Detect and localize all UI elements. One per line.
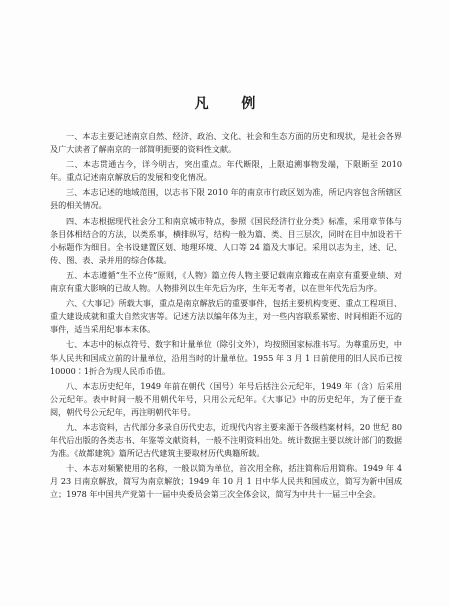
paragraph-4: 四、本志根据现代社会分工和南京城市特点，参照《国民经济行业分类》标准，采用章节体与条目体相结合的方法，以类系事，横排纵写，结构一般为篇、类、目三层次，同时在目中加设若干小标题作为细目。全书设建置区划、地理环境、人口等 24 篇及大事记。采用以志为主，述、记、传、图、表、录并用的综合体裁。 [50, 215, 402, 265]
document-body [50, 130, 402, 504]
paragraph-6: 六、《大事记》所载大事，重点是南京解放后的重要事件，包括主要机构变更、重点工程项目、重大建设成就和重大自然灾害等。记述方法以编年体为主，对一些内容联系紧密、时间相距不远的事件，适当采用纪事本末体。 [50, 298, 402, 335]
paragraph-10: 十、本志对频繁使用的名称，一般以简为单位，首次用全称，括注简称后用简称。1949 年 4 月 23 日南京解放，简写为南京解放；1949 年 10 月 1 日中华人民共和国成立，简写为新中国成立；1978 年中国共产党第十一届中央委员会第三次全体会议，简写为中共十一届三中全会。 [50, 463, 402, 500]
paragraph-3: 三、本志记述的地域范围，以志书下限 2010 年的南京市行政区划为准，所记内容包含所辖区县的相关情况。 [50, 187, 402, 211]
paragraph-8: 八、本志历史纪年，1949 年前在朝代（国号）年号后括注公元纪年，1949 年（含）后采用公元纪年。表中时间一般不用朝代年号，只用公元纪年。《大事记》中的历史纪年，为了便于查阅，朝代号公元纪年，再注明朝代年号。 [50, 380, 402, 417]
paragraph-9: 九、本志资料，古代部分多录自历代史志，近现代内容主要来源于各级档案材料，20 世纪 80 年代后出版的各类志书、年鉴等文献资料，一般不注明资料出处。统计数据主要以统计部门的数据为准。《故都建筑》篇所记古代建筑主要取材历代典籍所载。 [50, 421, 402, 459]
paragraph-7: 七、本志中的标点符号、数字和计量单位（除引文外），均按照国家标准书写。为尊重历史，中华人民共和国成立前的计量单位，沿用当时的计量单位。1955 年 3 月 1 日前使用的旧人民币已按 10000∶1折合为现人民币币值。 [50, 339, 402, 376]
paragraph-2: 二、本志贯通古今，详今明古，突出重点。年代断限，上限追溯事物发端，下限断至 2010 年。重点记述南京解放后的发展和变化情况。 [50, 159, 402, 183]
page-title: 凡 例 [194, 96, 270, 112]
paragraph-5: 五、本志遵循“生不立传”原则，《人物》篇立传人物主要记载南京籍或在南京有重要业绩、对南京有重大影响的已故人物。人物排列以生年先后为序，生年无考者，以在世年代先后为序。 [50, 269, 402, 294]
paragraph-1: 一、本志主要记述南京自然、经济、政治、文化、社会和生态方面的历史和现状，是社会各界及广大读者了解南京的一部简明扼要的资料性文献。 [50, 131, 402, 155]
